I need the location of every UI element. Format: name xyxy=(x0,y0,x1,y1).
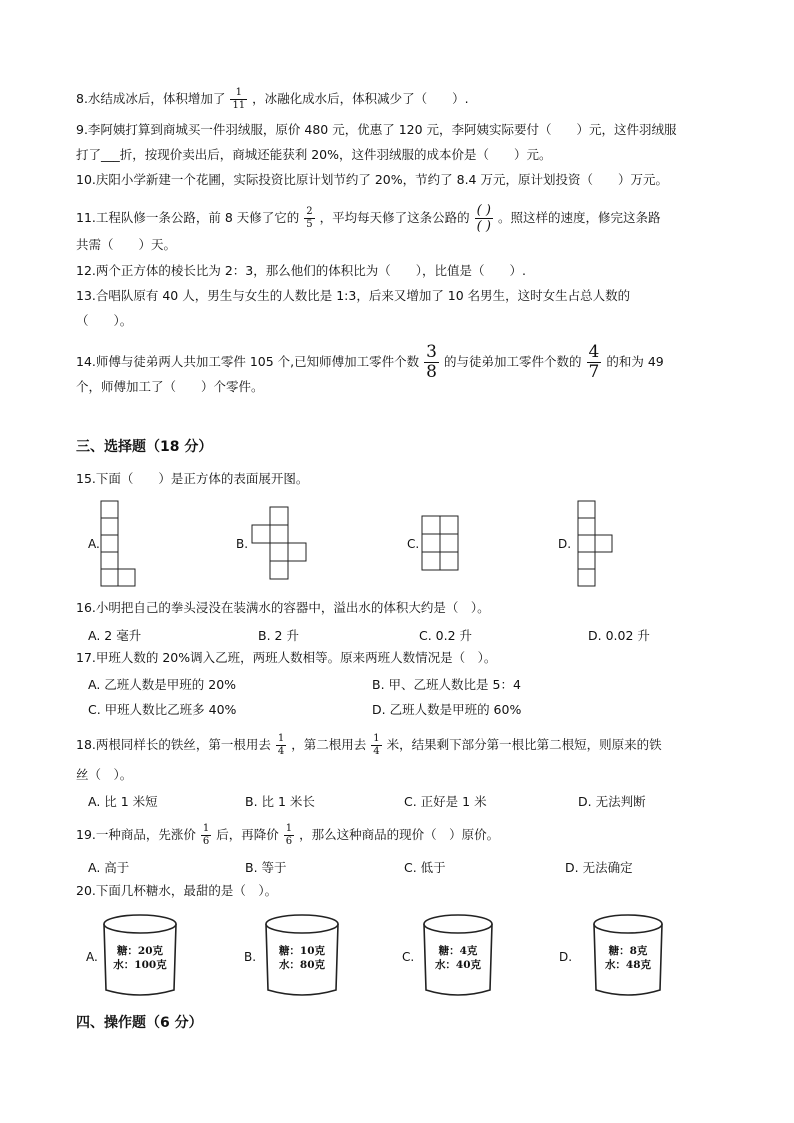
question-20: 20.下面几杯糖水，最甜的是（ ）。 xyxy=(76,883,278,898)
cup-a-text: 糖：20克 水：100克 xyxy=(113,945,167,971)
q19-option-a: A. 高于 xyxy=(88,860,130,875)
q18-option-c: C. 正好是 1 米 xyxy=(404,794,487,809)
fraction: $\frac{1}{11}$ xyxy=(232,87,246,111)
q16-option-a: A. 2 毫升 xyxy=(88,628,142,643)
q18-option-a: A. 比 1 米短 xyxy=(88,794,158,809)
section-heading-4: 四、操作题（6 分） xyxy=(76,1015,203,1031)
question-18-line-2: 丝（ ）。 xyxy=(76,767,133,782)
cup-d-label: D. xyxy=(559,950,573,964)
q16-option-d: D. 0.02 升 xyxy=(588,628,650,643)
question-9-line-2: 打了___折，按现价卖出后，商城还能获利 20%，这件羽绒服的成本价是（ ）元。 xyxy=(76,147,552,162)
question-16: 16.小明把自己的拳头浸没在装满水的容器中，溢出水的体积大约是（ ）。 xyxy=(76,600,490,615)
option-d-label: D. xyxy=(558,537,572,551)
q19-option-d: D. 无法确定 xyxy=(565,860,633,875)
fraction: $\frac{3}{8}$ xyxy=(426,342,437,382)
cup-c-label: C. xyxy=(402,950,415,964)
question-8: 8.水结成冰后，体积增加了 $\frac{1}{11}$ ，冰融化成水后，体积减少了（ ）. xyxy=(76,87,469,111)
question-17: 17.甲班人数的 20%调入乙班，两班人数相等。原来两班人数情况是（ ）。 xyxy=(76,650,497,665)
option-b-label: B. xyxy=(236,537,249,551)
q17-option-d: D. 乙班人数是甲班的 60% xyxy=(372,702,522,717)
net-diagram-a xyxy=(100,500,138,588)
question-12: 12.两个正方体的棱长比为 2：3，那么他们的体积比为（ ），比值是（ ）. xyxy=(76,263,526,278)
fraction: $\frac{1}{6}$ xyxy=(285,823,293,847)
question-13-line-1: 13.合唱队原有 40 人，男生与女生的人数比是 1:3，后来又增加了 10 名男生，这时女生占总人数的 xyxy=(76,288,631,303)
net-diagram-d xyxy=(577,500,617,588)
fraction: $\frac{1}{6}$ xyxy=(202,823,210,847)
cup-d-text: 糖：8克 水：48克 xyxy=(604,945,652,971)
q18-option-d: D. 无法判断 xyxy=(578,794,646,809)
question-11-line-2: 共需（ ）天。 xyxy=(76,237,177,252)
question-14-line-2: 个，师傅加工了（ ）个零件。 xyxy=(76,379,264,394)
cup-c-text: 糖：4克 水：40克 xyxy=(434,945,482,971)
q16-option-b: B. 2 升 xyxy=(258,628,299,643)
blank-fraction: $\frac{( )}{( )}$ xyxy=(476,203,491,234)
question-11: 11.工程队修一条公路，前 8 天修了它的 $\frac{2}{5}$ ，平均每天修了这条公路的 $\frac{( )}{( )}$ 。照这样的速度，修完这条路 xyxy=(76,203,661,234)
question-14: 14.师傅与徒弟两人共加工零件 105 个,已知师傅加工零件个数 $\frac{3}{8}$ 的与徒弟加工零件个数的 $\frac{4}{7}$ 的和为 49 xyxy=(76,342,664,382)
cup-b-text: 糖：10克 水：80克 xyxy=(278,945,326,971)
q17-option-c: C. 甲班人数比乙班多 40% xyxy=(88,702,237,717)
question-10: 10.庆阳小学新建一个花圃，实际投资比原计划节约了 20%，节约了 8.4 万元，原计划投资（ ）万元。 xyxy=(76,172,668,187)
cup-b-label: B. xyxy=(244,950,257,964)
fraction: $\frac{1}{4}$ xyxy=(373,733,380,757)
q18-option-b: B. 比 1 米长 xyxy=(245,794,315,809)
section-heading-3: 三、选择题（18 分） xyxy=(76,439,213,455)
fraction: $\frac{2}{5}$ xyxy=(306,206,313,230)
question-19: 19.一种商品，先涨价 $\frac{1}{6}$ 后，再降价 $\frac{1}{6}$ ，那么这种商品的现价（ ）原价。 xyxy=(76,823,500,847)
net-diagram-b xyxy=(251,506,309,584)
q19-option-c: C. 低于 xyxy=(404,860,446,875)
question-18: 18.两根同样长的铁丝，第一根用去 $\frac{1}{4}$ ，第二根用去 $\frac{1}{4}$ 米，结果剩下部分第一根比第二根短，则原来的铁 xyxy=(76,733,662,757)
q16-option-c: C. 0.2 升 xyxy=(419,628,473,643)
option-a-label: A. xyxy=(88,537,100,551)
q17-option-a: A. 乙班人数是甲班的 20% xyxy=(88,677,237,692)
cup-a-label: A. xyxy=(86,950,98,964)
option-c-label: C. xyxy=(407,537,420,551)
question-9-line-1: 9.李阿姨打算到商城买一件羽绒服，原价 480 元，优惠了 120 元，李阿姨实际要付（ ）元，这件羽绒服 xyxy=(76,122,677,137)
question-15: 15.下面（ ）是正方体的表面展开图。 xyxy=(76,471,309,486)
question-13-line-2: （ ）。 xyxy=(76,313,133,328)
q17-option-b: B. 甲、乙班人数比是 5：4 xyxy=(372,677,521,692)
fraction: $\frac{4}{7}$ xyxy=(588,342,600,382)
fraction: $\frac{1}{4}$ xyxy=(277,733,285,757)
q19-option-b: B. 等于 xyxy=(245,860,287,875)
net-diagram-c xyxy=(421,515,461,571)
